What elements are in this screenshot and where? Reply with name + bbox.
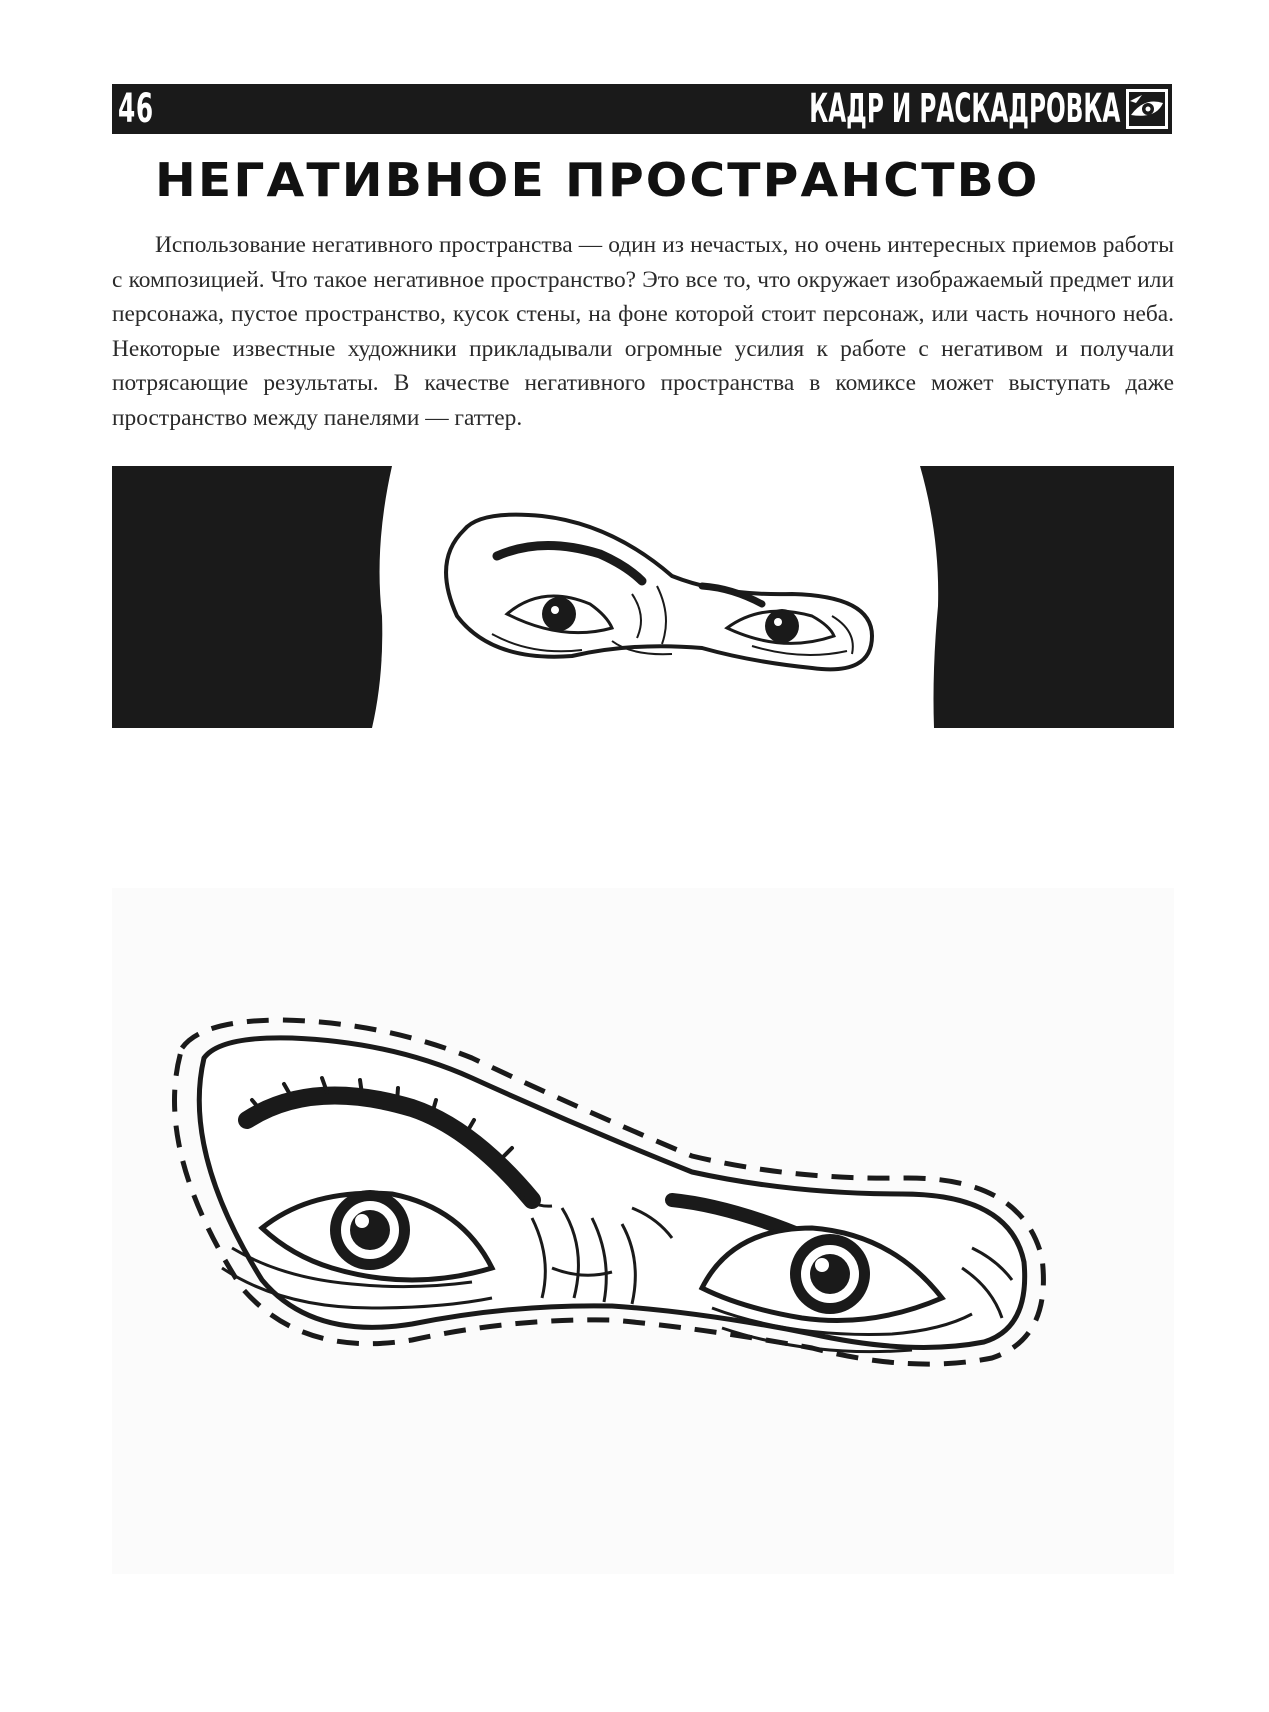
running-header [112, 84, 1172, 134]
chapter-title: КАДР И РАСКАДРОВКА [808, 86, 1120, 132]
body-paragraph: Использование негативного пространства — один из нечастых, но очень интересных приемов работы с композицией. Что такое негативное пространство? Это все то, что окружает изображаемый предмет или персонажа, пустое пространство, кусок стены, на фоне которой стоит персонаж, или часть ночного неба. Некоторые известные художники прикладывали огромные усилия к работе с негативом и получали потрясающие результаты. В качестве негативного пространства в комиксе может выступать даже пространство между панелями — гаттер. [112, 232, 1174, 431]
eye-logo-icon [1126, 89, 1168, 129]
masked-eyes-illustration [112, 466, 1174, 728]
section-heading: НЕГАТИВНОЕ ПРОСТРАНСТВО [155, 153, 1040, 207]
page-number: 46 [118, 86, 154, 132]
eyes-cutout-dashed-outline-illustration [112, 888, 1174, 1574]
